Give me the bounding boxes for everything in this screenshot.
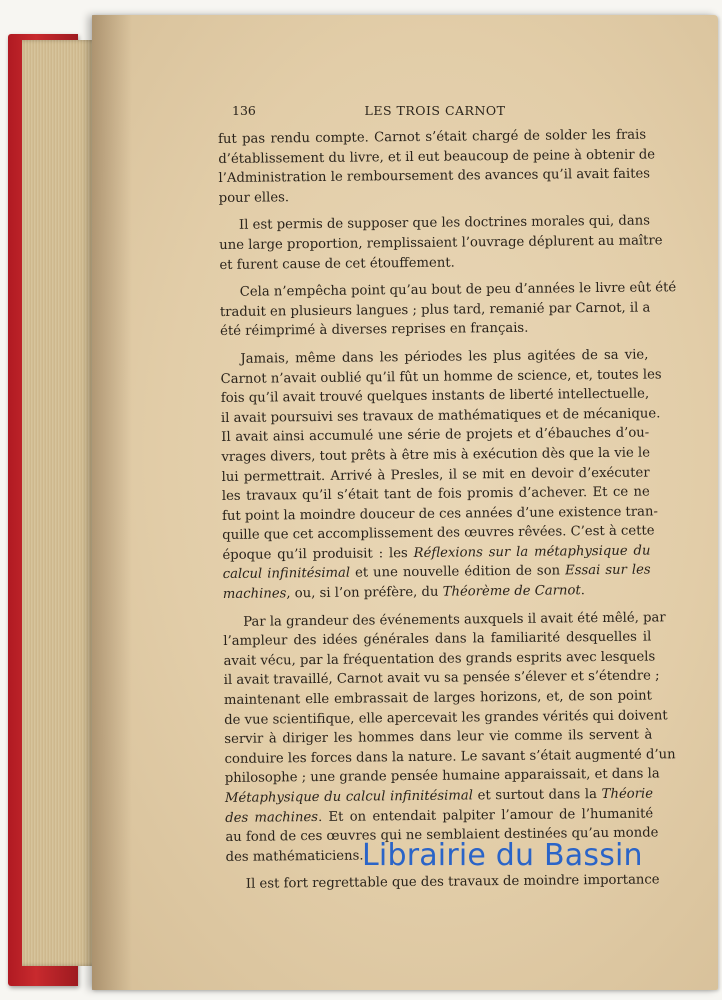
text-line: Il est permis de supposer que les doctrines morales qui, dans xyxy=(238,213,651,234)
text-line: les travaux qu’il s’était tant de fois promis d’achever. Et ce ne xyxy=(221,484,650,505)
running-title: LES TROIS CARNOT xyxy=(364,103,506,118)
text-line: avait vécu, par la fréquentation des grands esprits avec lesquels xyxy=(223,649,656,669)
text-line: lui permettrait. Arrivé à Presles, il se mit en devoir d’exécuter xyxy=(221,464,650,485)
text-line: et furent cause de cet étouffement. xyxy=(219,255,455,273)
text-line: vrages divers, tout prêts à être mis à exécution dès que la vie le xyxy=(221,445,651,465)
text-line: fois qu’il avait trouvé quelques instants de liberté intellectuelle, xyxy=(220,386,650,407)
text-line: des machines. Et on entendait palpiter l’amour de l’humanité xyxy=(225,806,654,826)
body-text xyxy=(218,126,677,895)
text-line: machines, ou, si l’on préfère, du Théorème de Carnot. xyxy=(222,583,586,603)
text-line: été réimprimé à diverses reprises en français. xyxy=(220,321,529,340)
page-number: 136 xyxy=(232,103,256,118)
text-line: il avait travaillé, Carnot avait vu sa pensée s’élever et s’étendre ; xyxy=(223,668,660,689)
text-line: d’établissement du livre, et il eut beaucoup de peine à obtenir de xyxy=(218,147,656,167)
text-line: l’ampleur des idées générales dans la familiarité desquelles il xyxy=(223,629,652,650)
text-line: fut point la moindre douceur de ces années d’une existence tran- xyxy=(221,504,659,524)
text-line: Cela n’empêcha point qu’au bout de peu d’années le livre eût été xyxy=(239,280,677,300)
paragraph xyxy=(218,126,656,209)
text-line: il avait poursuivi ses travaux de mathématiques et de mécanique. xyxy=(220,406,661,426)
text-line: Jamais, même dans les périodes les plus agitées de sa vie, xyxy=(240,347,649,367)
text-line: pour elles. xyxy=(218,190,290,206)
text-line: une large proportion, remplissaient l’ouvrage déplurent au maître xyxy=(219,233,663,253)
text-line: servir à diriger les hommes dans leur vie comme ils servent à xyxy=(224,727,653,748)
paragraph xyxy=(219,212,663,275)
page-edges xyxy=(22,40,100,966)
text-line: quille que cet accomplissement des œuvres rêvées. C’est à cette xyxy=(222,523,655,544)
text-line: Il est fort regrettable que des travaux de moindre importance xyxy=(245,872,660,893)
text-line: au fond de ces œuvres qui ne semblaient destinées qu’au monde xyxy=(225,825,659,846)
text-line: Métaphysique du calcul infinitésimal et surtout dans la Théorie xyxy=(224,786,654,806)
text-line: fut pas rendu compte. Carnot s’était chargé de solder les frais xyxy=(218,127,647,147)
text-line: maintenant elle embrassait de larges horizons, et, de son point xyxy=(223,688,653,708)
paragraph xyxy=(223,608,676,867)
paragraph xyxy=(219,279,677,342)
text-line: conduire les forces dans la nature. Le savant s’était augmenté d’un xyxy=(224,747,676,767)
text-line: Carnot n’avait oublié qu’il fût un homme de science, et, toutes les xyxy=(220,366,662,387)
text-line: traduit en plusieurs langues ; plus tard, remanié par Carnot, il a xyxy=(219,300,651,320)
text-line: de vue scientifique, elle apercevait les grandes vérités qui doivent xyxy=(224,707,668,728)
text-line: époque qu’il produisit : les Réflexions sur la métaphysique du xyxy=(222,543,651,563)
page-header xyxy=(232,103,638,121)
text-line: Par la grandeur des événements auxquels il avait été mêlé, par xyxy=(243,609,666,630)
text-line: calcul infinitésimal et une nouvelle édition de son Essai sur les xyxy=(222,562,651,583)
watermark: Librairie du Bassin xyxy=(362,838,643,873)
text-line: Il avait ainsi accumulé une série de projets et d’ébauches d’ou- xyxy=(221,425,650,446)
text-line: philosophe ; une grande pensée humaine apparaissait, et dans la xyxy=(224,766,660,787)
paragraph xyxy=(220,345,662,604)
text-line: l’Administration le remboursement des avances qu’il avait faites xyxy=(218,166,651,187)
gutter-shadow xyxy=(92,15,132,990)
text-line: des mathématiciens. xyxy=(225,848,364,865)
